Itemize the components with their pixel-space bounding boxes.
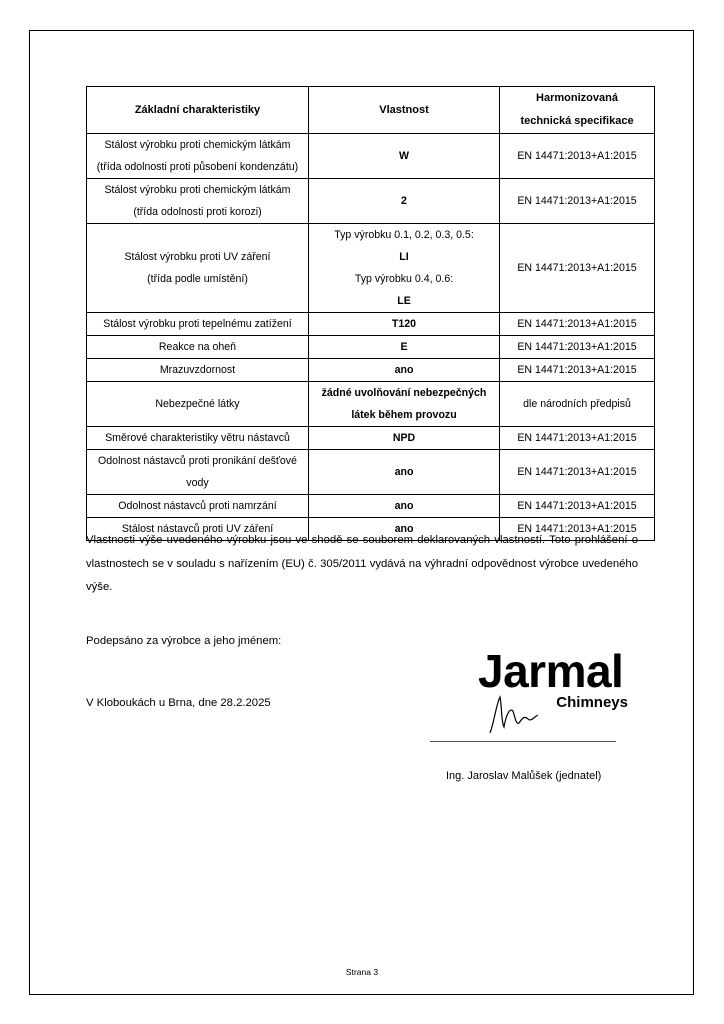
characteristic-class: vody: [186, 477, 209, 489]
property-value: T120: [309, 313, 500, 336]
spec-value: EN 14471:2013+A1:2015: [500, 313, 655, 336]
spec-value: EN 14471:2013+A1:2015: [500, 224, 655, 313]
signature-line: [430, 741, 616, 742]
property-value: 2: [309, 179, 500, 224]
header-technical-spec: technická specifikace: [520, 115, 634, 127]
signer-name: Ing. Jaroslav Malůšek (jednatel): [446, 770, 602, 782]
table-row: [87, 224, 655, 313]
spec-value: EN 14471:2013+A1:2015: [500, 179, 655, 224]
property-value: W: [309, 134, 500, 179]
characteristic: Reakce na oheň: [87, 336, 309, 359]
characteristic: Odolnost nástavců proti namrzání: [87, 495, 309, 518]
place-date-text: V Kloboukách u Brna, dne 28.2.2025: [86, 697, 271, 709]
property-value: [309, 382, 500, 427]
characteristic-class: (třída odolnosti proti korozi): [133, 206, 262, 218]
spec-value: EN 14471:2013+A1:2015: [500, 427, 655, 450]
spec-value: EN 14471:2013+A1:2015: [500, 359, 655, 382]
table-row: [87, 359, 655, 382]
characteristic: Stálost výrobku proti chemickým látkám: [104, 184, 291, 196]
spec-value: EN 14471:2013+A1:2015: [500, 336, 655, 359]
table-row: [87, 427, 655, 450]
table-row: [87, 179, 655, 224]
characteristic: Mrazuvzdornost: [87, 359, 309, 382]
characteristic: Odolnost nástavců proti pronikání dešťové: [98, 455, 297, 467]
characteristic: Stálost nástavců proti UV záření: [87, 518, 309, 541]
declaration-paragraph: Vlastnosti výše uvedeného výrobku jsou ve shodě se souborem deklarovaných vlastností. Toto prohlášení o vlastnostech se v souladu s nařízením (EU) č. 305/2011 vydává na výhradní odpovědnost výrobce uvedeného výše.: [86, 534, 638, 593]
product-type-label: Typ výrobku 0.1, 0.2, 0.3, 0.5:: [334, 229, 474, 241]
signed-by-text: Podepsáno za výrobce a jeho jménem:: [86, 635, 282, 647]
logo-wordmark: Jarmal: [478, 645, 624, 697]
header-harmonized-spec: [500, 87, 655, 134]
property-line: žádné uvolňování nebezpečných: [321, 387, 487, 399]
table-header-row: [87, 87, 655, 134]
specification-table: [86, 86, 655, 541]
property-value: E: [309, 336, 500, 359]
page-number: Strana 3: [345, 967, 379, 977]
spec-value: EN 14471:2013+A1:2015: [500, 518, 655, 541]
spec-value: dle národních předpisů: [500, 382, 655, 427]
table-row: [87, 495, 655, 518]
characteristic: Směrové charakteristiky větru nástavců: [87, 427, 309, 450]
product-type-label: Typ výrobku 0.4, 0.6:: [354, 273, 454, 285]
logo-subtitle: Chimneys: [556, 694, 628, 711]
characteristic: Stálost výrobku proti chemickým látkám: [104, 139, 291, 151]
header-harmonized: Harmonizovaná: [536, 92, 618, 104]
spec-value: EN 14471:2013+A1:2015: [500, 495, 655, 518]
handwritten-signature: [486, 693, 556, 735]
header-property: Vlastnost: [309, 87, 500, 134]
product-type-class: LE: [397, 295, 411, 307]
table-row: [87, 134, 655, 179]
property-value: ano: [309, 495, 500, 518]
table-row: [87, 313, 655, 336]
spec-value: EN 14471:2013+A1:2015: [500, 450, 655, 495]
product-type-class: LI: [399, 251, 409, 263]
characteristic-class: (třída odolnosti proti působení kondenzátu): [96, 161, 299, 173]
characteristic-class: (třída podle umístění): [147, 273, 248, 285]
spec-value: EN 14471:2013+A1:2015: [500, 134, 655, 179]
table-row: [87, 336, 655, 359]
property-value: NPD: [309, 427, 500, 450]
characteristic: Stálost výrobku proti tepelnému zatížení: [87, 313, 309, 336]
property-value: [309, 224, 500, 313]
property-line: látek během provozu: [351, 409, 457, 421]
table-row: [87, 382, 655, 427]
characteristic: Stálost výrobku proti UV záření: [124, 251, 271, 263]
property-value: ano: [309, 359, 500, 382]
property-value: ano: [309, 518, 500, 541]
property-value: ano: [309, 450, 500, 495]
header-basic-characteristics: Základní charakteristiky: [87, 87, 309, 134]
characteristic: Nebezpečné látky: [87, 382, 309, 427]
table-row: [87, 450, 655, 495]
